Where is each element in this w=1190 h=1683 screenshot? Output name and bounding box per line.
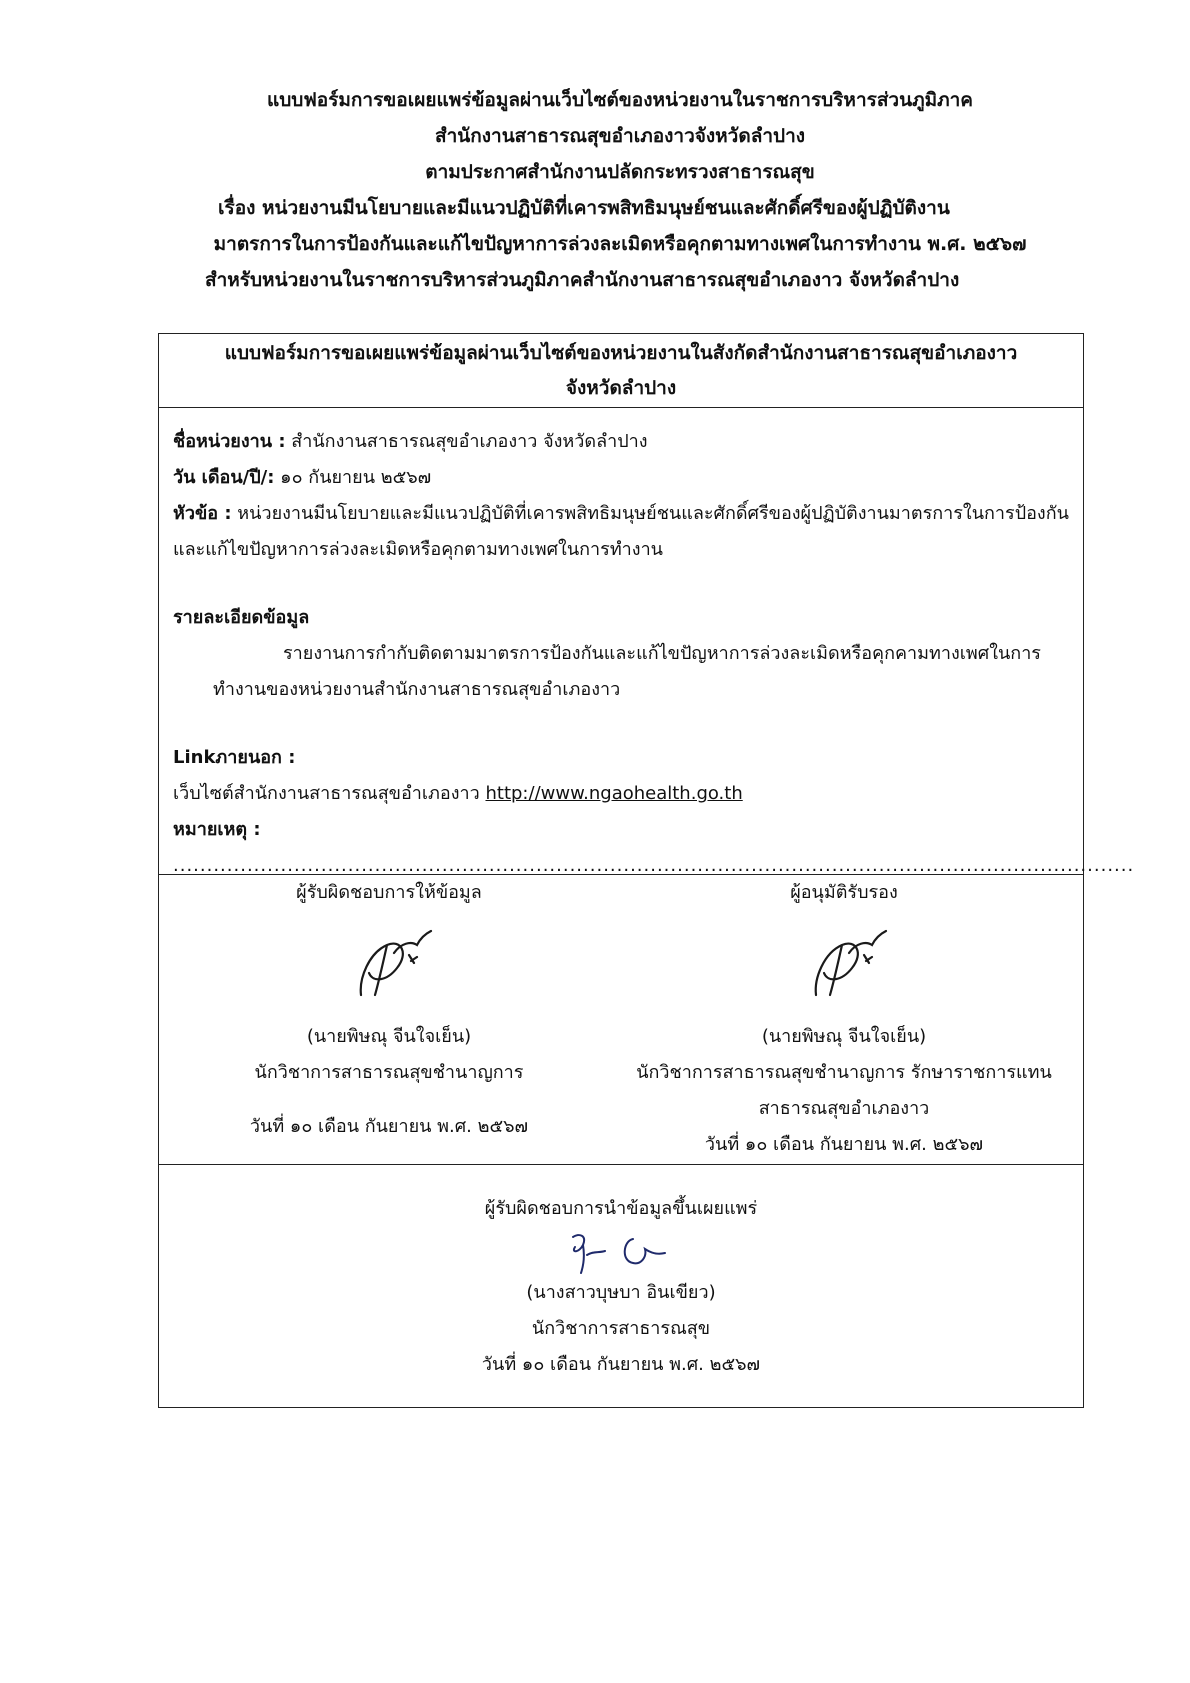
provider-signature-image [339, 923, 439, 1003]
approver-role: ผู้อนุมัติรับรอง [790, 882, 898, 903]
publisher-name: (นางสาวบุษบา อินเขียว) [526, 1282, 716, 1303]
form-title-line-1: แบบฟอร์มการขอเผยแพร่ข้อมูลผ่านเว็บไซต์ของหน่วยงานในสังกัดสำนักงานสาธารณสุขอำเภองาว [224, 342, 1018, 364]
provider-date: วันที่ ๑๐ เดือน กันยายน พ.ศ. ๒๕๖๗ [249, 1116, 529, 1137]
document-header [150, 82, 1090, 298]
note-row [173, 812, 1135, 884]
link-prefix: เว็บไซต์สำนักงานสาธารณสุขอำเภองาว [173, 783, 480, 804]
topic-label: หัวข้อ : [173, 503, 232, 524]
date-label: วัน เดือน/ปี/: [173, 467, 275, 488]
provider-signature-block [229, 875, 549, 1145]
link-label: Linkภายนอก : [173, 747, 296, 768]
publisher-signature-image [561, 1227, 681, 1275]
provider-role: ผู้รับผิดชอบการให้ข้อมูล [296, 882, 482, 903]
date-row [173, 460, 1069, 496]
signature-section [159, 875, 1083, 1165]
topic-value: หน่วยงานมีนโยบายและมีแนวปฏิบัติที่เคารพสิทธิมนุษย์ชนและศักดิ์ศรีของผู้ปฏิบัติงานมาตรการในการป้องกันและแก้ไขปัญหาการล่วงละเมิดหรือคุกตามทางเพศในการทำงาน [173, 503, 1069, 560]
agency-value: สำนักงานสาธารณสุขอำเภองาว จังหวัดลำปาง [291, 431, 648, 452]
approver-position-line-2: สาธารณสุขอำเภองาว [758, 1098, 930, 1119]
publisher-position: นักวิชาการสาธารณสุข [531, 1318, 711, 1339]
date-value: ๑๐ กันยายน ๒๕๖๗ [280, 467, 432, 488]
approver-date: วันที่ ๑๐ เดือน กันยายน พ.ศ. ๒๕๖๗ [704, 1134, 984, 1155]
header-line-5: มาตรการในการป้องกันและแก้ไขปัญหาการล่วงละเมิดหรือคุกตามทางเพศในการทำงาน พ.ศ. ๒๕๖๗ [213, 233, 1027, 255]
note-label: หมายเหตุ : [173, 819, 261, 840]
detail-label: รายละเอียดข้อมูล [173, 607, 310, 628]
link-row [173, 776, 1069, 812]
form-table [158, 333, 1135, 1408]
form-title [159, 334, 1083, 408]
agency-label: ชื่อหน่วยงาน : [173, 431, 286, 452]
header-line-1: แบบฟอร์มการขอเผยแพร่ข้อมูลผ่านเว็บไซต์ของหน่วยงานในราชการบริหารส่วนภูมิภาค [266, 89, 974, 111]
publisher-section [159, 1165, 1083, 1409]
approver-signature-block [609, 875, 1079, 1163]
agency-row [173, 424, 1069, 460]
approver-position-line-1: นักวิชาการสาธารณสุขชำนาญการ รักษาราชการแทน [636, 1062, 1052, 1083]
approver-signature-image [794, 923, 894, 1003]
spacer [173, 568, 1069, 600]
detail-value: รายงานการกำกับติดตามมาตรการป้องกันและแก้ไขปัญหาการล่วงละเมิดหรือคุกคามทางเพศในการทำงานของหน่วยงานสำนักงานสาธารณสุขอำเภองาว [213, 643, 1041, 700]
approver-name: (นายพิษณุ จีนใจเย็น) [761, 1026, 927, 1047]
provider-name: (นายพิษณุ จีนใจเย็น) [306, 1026, 472, 1047]
spacer [229, 1091, 549, 1109]
header-line-3: ตามประกาศสำนักงานปลัดกระทรวงสาธารณสุข [425, 161, 815, 183]
publisher-date: วันที่ ๑๐ เดือน กันยายน พ.ศ. ๒๕๖๗ [481, 1354, 761, 1375]
header-line-2: สำนักงานสาธารณสุขอำเภองาวจังหวัดลำปาง [434, 125, 806, 147]
publisher-role: ผู้รับผิดชอบการนำข้อมูลขึ้นเผยแพร่ [484, 1198, 758, 1219]
header-subject: เรื่อง หน่วยงานมีนโยบายและมีแนวปฏิบัติที่เคารพสิทธิมนุษย์ชนและศักดิ์ศรีของผู้ปฏิบัติงาน [218, 197, 950, 219]
form-title-line-2: จังหวัดลำปาง [565, 377, 677, 399]
provider-position: นักวิชาการสาธารณสุขชำนาญการ [254, 1062, 524, 1083]
note-value: ............................................................................................................................................... [173, 855, 1135, 876]
form-info-section [159, 408, 1135, 876]
website-link[interactable]: http://www.ngaohealth.go.th [485, 783, 743, 804]
spacer [173, 708, 1069, 740]
header-line-6: สำหรับหน่วยงานในราชการบริหารส่วนภูมิภาคสำนักงานสาธารณสุขอำเภองาว จังหวัดลำปาง [205, 269, 960, 291]
topic-row [173, 496, 1069, 568]
